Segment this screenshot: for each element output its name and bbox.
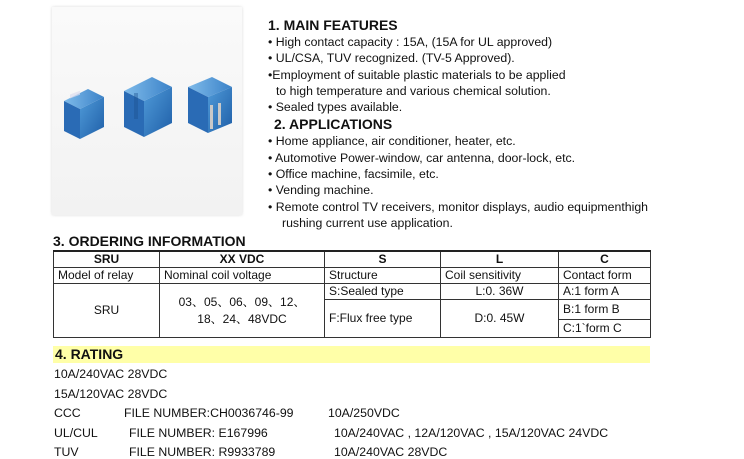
- table-cell: Structure: [325, 268, 441, 284]
- ordering-table: [53, 250, 651, 338]
- table-row: [54, 284, 651, 300]
- cert-file-number: FILE NUMBER: R9933789: [129, 445, 276, 459]
- table-cell: Coil sensitivity: [441, 268, 559, 284]
- features-section: [268, 17, 738, 231]
- table-label-row: [54, 268, 651, 284]
- feature-item: • Sealed types available.: [268, 100, 403, 115]
- relay-3: [188, 77, 232, 133]
- application-item: • Office machine, facsimile, etc.: [268, 167, 439, 182]
- cert-spec: 10A/250VDC: [328, 406, 400, 420]
- relay-illustration: [52, 7, 242, 215]
- model-cell: SRU: [54, 284, 160, 338]
- table-cell: Model of relay: [54, 268, 160, 284]
- applications-title: 2. APPLICATIONS: [274, 116, 393, 133]
- sensitivity-cell: D:0. 45W: [441, 300, 559, 338]
- application-item: • Automotive Power-window, car antenna, door-lock, etc.: [268, 150, 576, 165]
- table-cell: Nominal coil voltage: [160, 268, 325, 284]
- cert-spec: 10A/240VAC , 12A/120VAC , 15A/120VAC 24VDC: [334, 426, 609, 440]
- sensitivity-cell: L:0. 36W: [441, 284, 559, 300]
- rating-line: 10A/240VAC 28VDC: [54, 367, 168, 381]
- relay-product-photo: [52, 7, 242, 215]
- cert-name: UL/CUL: [54, 426, 98, 440]
- table-header-cell: C: [559, 251, 651, 268]
- cert-name: CCC: [54, 406, 81, 420]
- application-item: rushing current use application.: [282, 215, 453, 230]
- table-header-row: [54, 251, 651, 268]
- cert-file-number: FILE NUMBER:CH0036746-99: [124, 406, 294, 420]
- feature-item: • UL/CSA, TUV recognized. (TV-5 Approved).: [268, 51, 515, 66]
- feature-item: to high temperature and various chemical solution.: [276, 83, 551, 98]
- relay-1: [64, 89, 104, 139]
- cert-name: TUV: [54, 445, 79, 459]
- contact-cell: C:1`form C: [559, 320, 651, 338]
- rating-line: 15A/120VAC 28VDC: [54, 387, 168, 401]
- cert-spec: 10A/240VAC 28VDC: [334, 445, 448, 459]
- relay-2: [124, 77, 172, 137]
- application-item: • Vending machine.: [268, 183, 374, 198]
- rating-title: 4. RATING: [53, 346, 650, 363]
- contact-cell: A:1 form A: [559, 284, 651, 300]
- table-header-cell: SRU: [54, 251, 160, 268]
- table-cell: Contact form: [559, 268, 651, 284]
- main-features-title: 1. MAIN FEATURES: [268, 17, 398, 33]
- application-item: • Home appliance, air conditioner, heater, etc.: [268, 134, 516, 149]
- cert-file-number: FILE NUMBER: E167996: [129, 426, 268, 440]
- feature-item: •Employment of suitable plastic materials to be applied: [268, 67, 566, 82]
- contact-cell: B:1 form B: [559, 300, 651, 320]
- ordering-information-title: 3. ORDERING INFORMATION: [53, 233, 246, 249]
- table-header-cell: S: [325, 251, 441, 268]
- application-item: • Remote control TV receivers, monitor displays, audio equipmenthigh: [268, 199, 649, 214]
- table-header-cell: XX VDC: [160, 251, 325, 268]
- table-header-cell: L: [441, 251, 559, 268]
- feature-item: • High contact capacity : 15A, (15A for UL approved): [268, 35, 553, 49]
- voltage-cell: 03、05、06、09、12、18、24、48VDC: [160, 284, 325, 338]
- structure-cell: F:Flux free type: [325, 300, 441, 338]
- structure-cell: S:Sealed type: [325, 284, 441, 300]
